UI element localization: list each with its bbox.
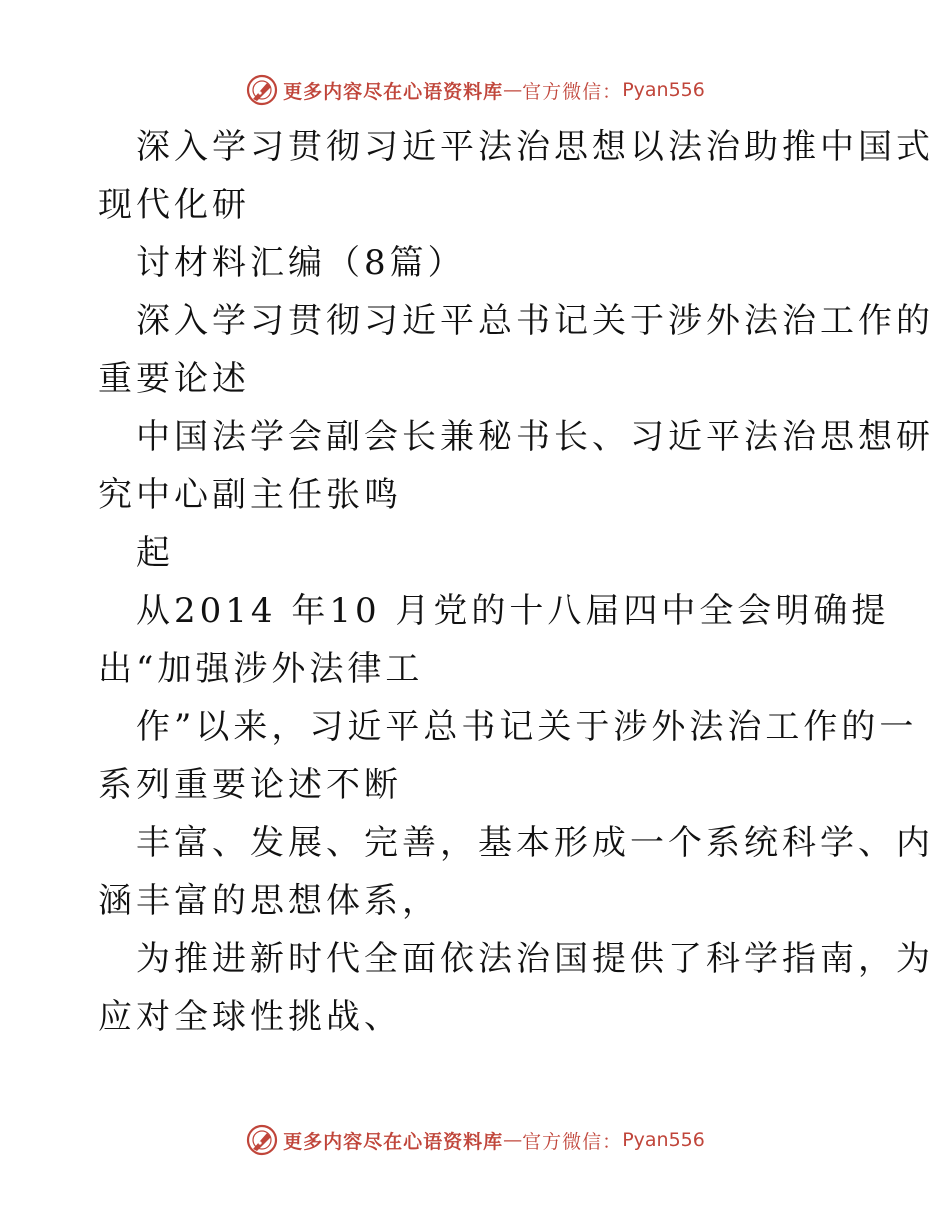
body-line: 讨材料汇编（8篇） — [136, 243, 466, 283]
body-line: 出“加强涉外法律工 — [98, 649, 424, 689]
body-line: 从2014 年10 月党的十八届四中全会明确提 — [136, 591, 890, 631]
header-wechat-label: 官方微信： — [522, 80, 623, 103]
pen-nib-logo-icon — [245, 1123, 279, 1157]
body-line: 深入学习贯彻习近平法治思想以法治助推中国式 — [136, 127, 934, 167]
body-line: 起 — [136, 533, 174, 573]
body-line: 系列重要论述不断 — [98, 765, 402, 805]
header-banner — [0, 70, 950, 110]
header-wechat-id: Pyan556 — [622, 79, 705, 101]
body-line: 为推进新时代全面依法治国提供了科学指南，为 — [136, 939, 934, 979]
pen-nib-logo-icon — [245, 73, 279, 107]
footer-separator: — — [503, 1129, 523, 1151]
document-body — [98, 118, 934, 1046]
body-line: 现代化研 — [98, 185, 250, 225]
footer-wechat-id: Pyan556 — [622, 1129, 705, 1151]
body-line: 作”以来，习近平总书记关于涉外法治工作的一 — [136, 707, 918, 747]
footer-brand-text: 更多内容尽在心语资料库 — [283, 1130, 504, 1153]
body-line: 深入学习贯彻习近平总书记关于涉外法治工作的 — [136, 301, 934, 341]
body-line: 应对全球性挑战、 — [98, 997, 402, 1037]
body-line: 丰富、发展、完善，基本形成一个系统科学、内 — [136, 823, 934, 863]
body-line: 涵丰富的思想体系， — [98, 881, 440, 921]
body-line: 中国法学会副会长兼秘书长、习近平法治思想研 — [136, 417, 934, 457]
footer-banner — [0, 1120, 950, 1160]
header-separator: — — [503, 79, 523, 101]
body-line: 究中心副主任张鸣 — [98, 475, 402, 515]
header-brand-text: 更多内容尽在心语资料库 — [283, 80, 504, 103]
footer-wechat-label: 官方微信： — [522, 1130, 623, 1153]
body-line: 重要论述 — [98, 359, 250, 399]
